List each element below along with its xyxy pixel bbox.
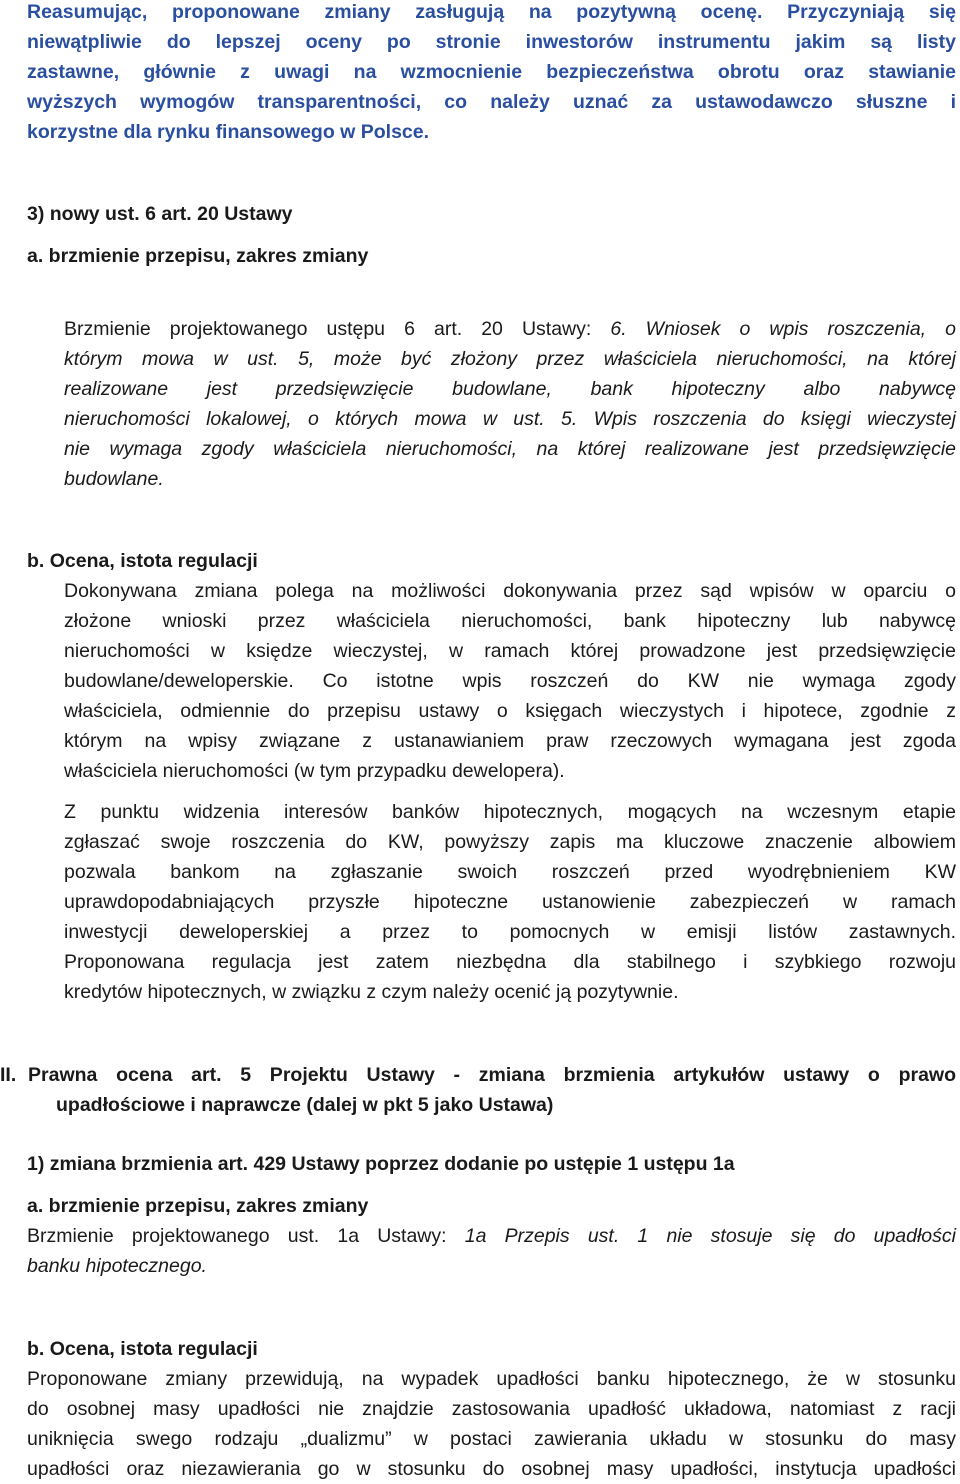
paragraph-line: właściciela, odmiennie do przepisu ustawy o księgach wieczystych i hipotece, zgodnie z — [64, 700, 956, 722]
section-ii-b-paragraph — [27, 1364, 956, 1484]
section-3-sub-a-heading: a. brzmienie przepisu, zakres zmiany — [27, 245, 369, 267]
section-ii-item-1: 1) zmiana brzmienia art. 429 Ustawy poprzez dodanie po ustępie 1 ustępu 1a — [27, 1153, 735, 1175]
paragraph-line: zgłaszać swoje roszczenia do KW, powyższy zapis ma kluczowe znaczenie albowiem — [64, 831, 956, 853]
paragraph-line: uprawdopodabniających przyszłe hipoteczne ustanowienie zabezpieczeń w ramach — [64, 891, 956, 913]
intro-line: niewątpliwie do lepszej oceny po stronie inwestorów instrumentu jakim są listy — [27, 31, 956, 53]
section-ii-heading-line-2: upadłościowe i naprawcze (dalej w pkt 5 jako Ustawa) — [56, 1094, 554, 1116]
paragraph-line: nieruchomości lokalowej, o których mowa w ust. 5. Wpis roszczenia do księgi wieczystej — [64, 408, 956, 430]
intro-paragraph — [27, 0, 956, 147]
section-ii-heading — [28, 1060, 956, 1090]
paragraph-line: Dokonywana zmiana polega na możliwości dokonywania przez sąd wpisów w oparciu o — [64, 580, 956, 602]
paragraph-line: budowlane/deweloperskie. Co istotne wpis roszczeń do KW nie wymaga zgody — [64, 670, 956, 692]
section-3-b-paragraph-2 — [64, 797, 956, 1007]
paragraph-line: Z punktu widzenia interesów banków hipotecznych, mogących na wczesnym etapie — [64, 801, 956, 823]
section-ii-number: II. — [0, 1064, 17, 1086]
paragraph-line: kredytów hipotecznych, w związku z czym należy ocenić ją pozytywnie. — [64, 981, 679, 1003]
paragraph-line: do osobnej masy upadłości nie znajdzie zastosowania upadłość układowa, natomiast z racji — [27, 1398, 956, 1420]
paragraph-line: inwestycji deweloperskiej a przez to pomocnych w emisji listów zastawnych. — [64, 921, 956, 943]
paragraph-line: pozwala bankom na zgłaszanie swoich roszczeń przed wyodrębnieniem KW — [64, 861, 956, 883]
intro-line: zastawne, głównie z uwagi na wzmocnienie bezpieczeństwa obrotu oraz stawianie — [27, 61, 956, 83]
paragraph-line: banku hipotecznego. — [27, 1255, 207, 1277]
paragraph-line: właściciela nieruchomości (w tym przypadku dewelopera). — [64, 760, 565, 782]
intro-line: Reasumując, proponowane zmiany zasługują na pozytywną ocenę. Przyczyniają się — [27, 1, 956, 23]
paragraph-line: Proponowane zmiany przewidują, na wypadek upadłości banku hipotecznego, że w stosunku — [27, 1368, 956, 1390]
paragraph-line: złożone wnioski przez właściciela nieruchomości, bank hipoteczny lub nabywcę — [64, 610, 956, 632]
section-3-sub-b-heading: b. Ocena, istota regulacji — [27, 550, 258, 572]
paragraph-line: którym mowa w ust. 5, może być złożony przez właściciela nieruchomości, na której — [64, 348, 956, 370]
section-ii-a-paragraph — [27, 1221, 956, 1281]
paragraph-line: którym na wpisy związane z ustanawianiem praw rzeczowych wymagana jest zgoda — [64, 730, 956, 752]
paragraph-line: Brzmienie projektowanego ust. 1a Ustawy: 1a Przepis ust. 1 nie stosuje się do upadłości — [27, 1225, 956, 1247]
section-ii-sub-a-heading: a. brzmienie przepisu, zakres zmiany — [27, 1195, 369, 1217]
section-ii-sub-b-heading: b. Ocena, istota regulacji — [27, 1338, 258, 1360]
paragraph-line: upadłości oraz niezawierania go w stosunku do osobnej masy upadłości, instytucja upadłości — [27, 1458, 956, 1480]
paragraph-line: uniknięcia swego rodzaju „dualizmu” w postaci zawierania układu w stosunku do masy — [27, 1428, 956, 1450]
paragraph-line: Proponowana regulacja jest zatem niezbędna dla stabilnego i szybkiego rozwoju — [64, 951, 956, 973]
section-3-b-paragraph-1 — [64, 576, 956, 786]
paragraph-line: Brzmienie projektowanego ustępu 6 art. 20 Ustawy: 6. Wniosek o wpis roszczenia, o — [64, 318, 956, 340]
section-3-heading: 3) nowy ust. 6 art. 20 Ustawy — [27, 203, 293, 225]
paragraph-line: nie wymaga zgody właściciela nieruchomości, na której realizowane jest przedsięwzięcie — [64, 438, 956, 460]
intro-line: wyższych wymogów transparentności, co należy uznać za ustawodawczo słuszne i — [27, 91, 956, 113]
intro-line: korzystne dla rynku finansowego w Polsce. — [27, 121, 430, 143]
section-3-a-paragraph — [64, 314, 956, 494]
paragraph-line: realizowane jest przedsięwzięcie budowlane, bank hipoteczny albo nabywcę — [64, 378, 956, 400]
paragraph-line: nieruchomości w księdze wieczystej, w ramach której prowadzone jest przedsięwzięcie — [64, 640, 956, 662]
heading-line: Prawna ocena art. 5 Projektu Ustawy - zmiana brzmienia artykułów ustawy o prawo — [28, 1064, 956, 1086]
paragraph-line: budowlane. — [64, 468, 164, 490]
